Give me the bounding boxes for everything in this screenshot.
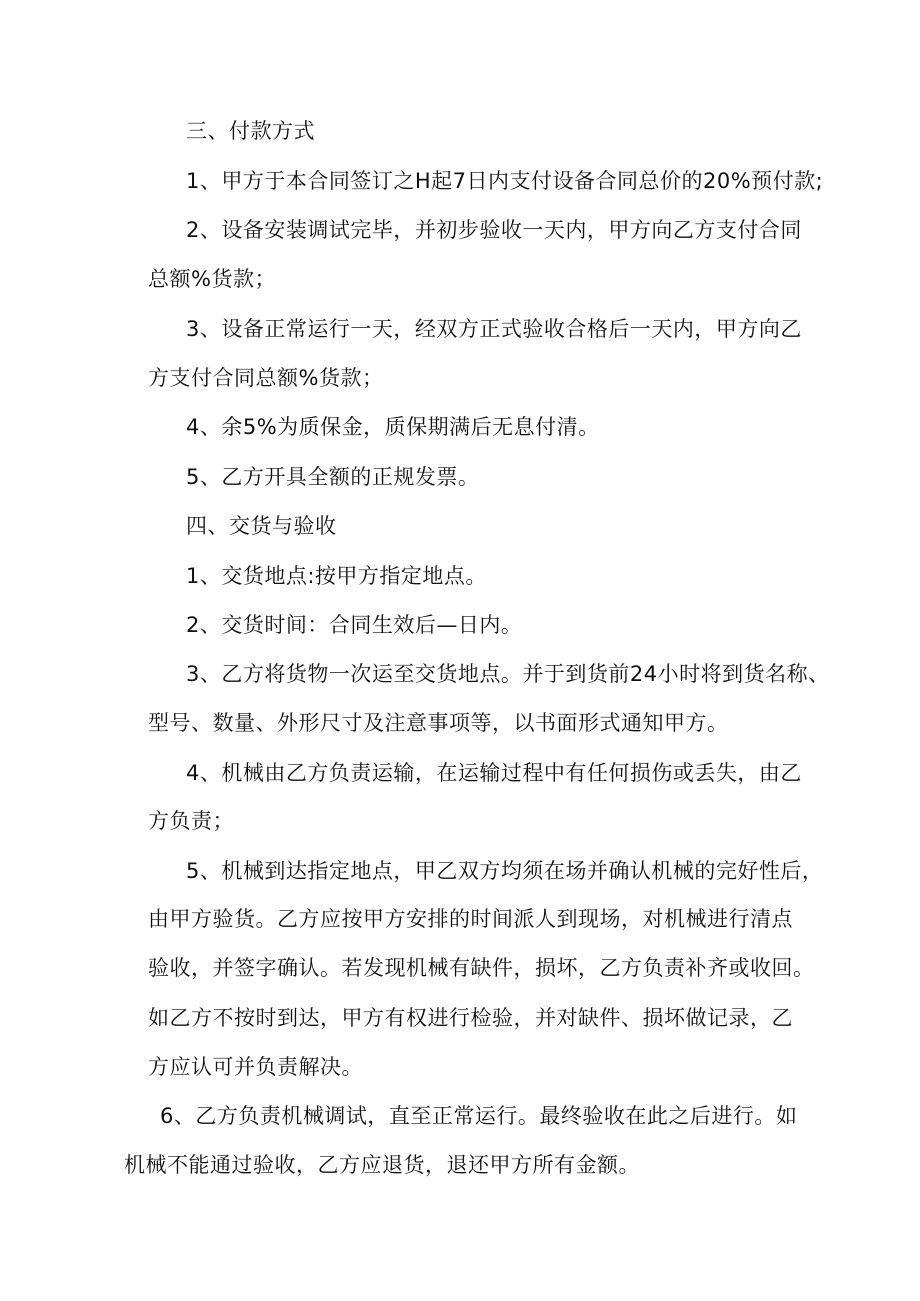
section-heading-delivery: 四、交货与验收 — [186, 514, 337, 538]
paragraph-line: 如乙方不按时到达，甲方有权进行检验，并对缺件、损坏做记录，乙 — [148, 1006, 793, 1030]
paragraph-line: 总额%货款； — [148, 267, 276, 291]
section-heading-payment: 三、付款方式 — [186, 119, 315, 143]
paragraph-line: 5、机械到达指定地点，甲乙双方均须在场并确认机械的完好性后， — [186, 859, 824, 883]
paragraph-line: 型号、数量、外形尺寸及注意事项等，以书面形式通知甲方。 — [148, 711, 729, 735]
paragraph-line: 方支付合同总额%货款； — [148, 366, 384, 390]
paragraph-line: 方负责； — [148, 809, 234, 833]
paragraph-line: 1、交货地点:按甲方指定地点。 — [186, 564, 487, 588]
paragraph-line: 验收，并签字确认。若发现机械有缺件，损坏，乙方负责补齐或收回。 — [148, 956, 815, 980]
paragraph-line: 1、甲方于本合同签订之H起7日内支付设备合同总价的20%预付款; — [186, 169, 824, 193]
paragraph-line: 机械不能通过验收，乙方应退货，退还甲方所有金额。 — [124, 1153, 640, 1177]
paragraph-line: 方应认可并负责解决。 — [148, 1055, 363, 1079]
paragraph-line: 2、交货时间：合同生效后—日内。 — [186, 613, 523, 637]
paragraph-line: 4、机械由乙方负责运输，在运输过程中有任何损伤或丢失，由乙 — [186, 761, 802, 785]
paragraph-line: 5、乙方开具全额的正规发票。 — [186, 465, 480, 489]
paragraph-line: 由甲方验货。乙方应按甲方安排的时间派人到现场，对机械进行清点 — [148, 907, 793, 931]
paragraph-line: 3、乙方将货物一次运至交货地点。并于到货前24小时将到货名称、 — [186, 662, 830, 686]
paragraph-line: 3、设备正常运行一天，经双方正式验收合格后一天内，甲方向乙 — [186, 317, 802, 341]
paragraph-line: 6、乙方负责机械调试，直至正常运行。最终验收在此之后进行。如 — [160, 1104, 798, 1128]
paragraph-line: 2、设备安装调试完毕，并初步验收一天内，甲方向乙方支付合同 — [186, 218, 802, 242]
paragraph-line: 4、余5%为质保金，质保期满后无息付清。 — [186, 415, 600, 439]
